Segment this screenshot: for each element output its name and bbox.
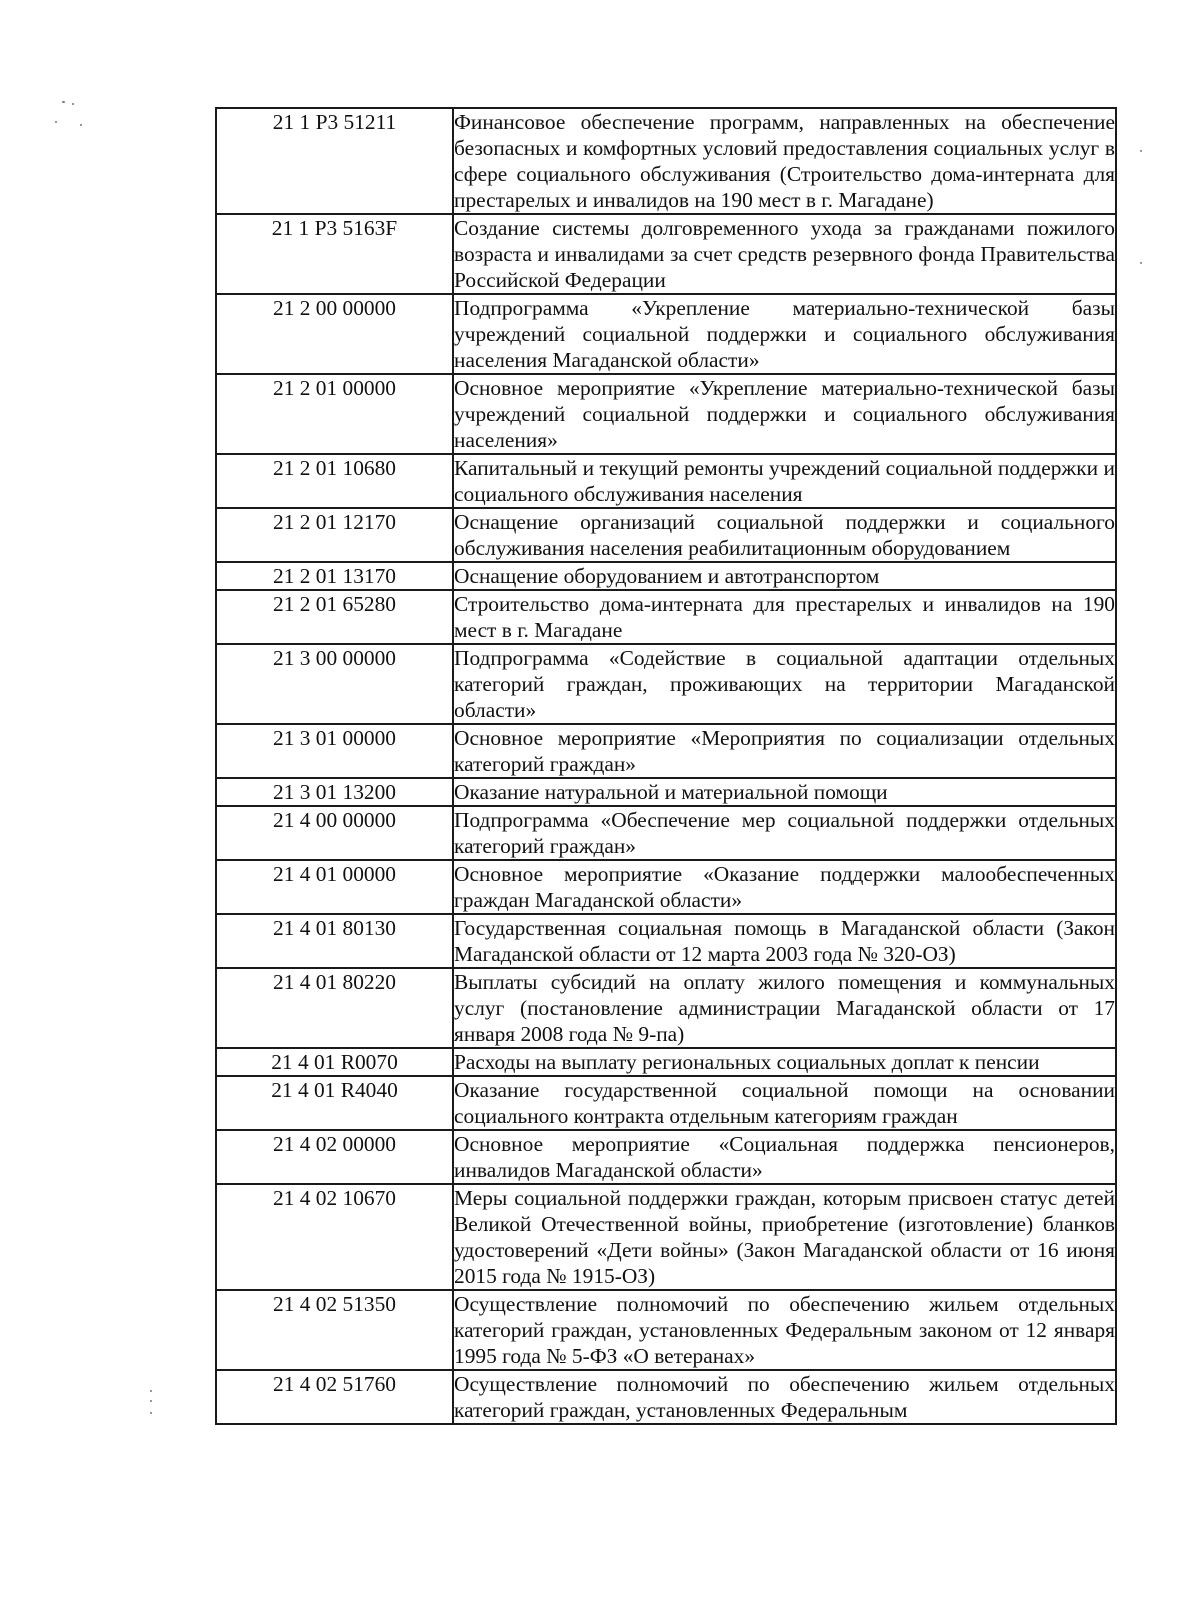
table-row <box>216 1130 1116 1184</box>
row-description: Подпрограмма «Содействие в социальной адаптации отдельных категорий граждан, проживающих на территории Магаданской области» <box>454 646 1115 722</box>
scan-speck <box>1140 150 1142 152</box>
table-row <box>216 1290 1116 1370</box>
table-row <box>216 860 1116 914</box>
row-description: Создание системы долговременного ухода за гражданами пожилого возраста и инвалидами за счет средств резервного фонда Правительства Российской Федерации <box>454 216 1115 292</box>
table-row <box>216 778 1116 806</box>
row-code: 21 2 01 00000 <box>216 374 453 454</box>
row-code: 21 4 00 00000 <box>216 806 453 860</box>
scan-speck <box>72 103 74 105</box>
table-row <box>216 108 1116 214</box>
row-code: 21 4 02 51760 <box>216 1370 453 1424</box>
table-body <box>216 108 1116 1424</box>
table-row <box>216 1076 1116 1130</box>
row-description: Меры социальной поддержки граждан, которым присвоен статус детей Великой Отечественной войны, приобретение (изготовление) бланков удостоверений «Дети войны» (Закон Магаданской области от 16 июня 2015 года № 1915-ОЗ) <box>454 1186 1115 1288</box>
row-description: Подпрограмма «Обеспечение мер социальной поддержки отдельных категорий граждан» <box>454 808 1115 858</box>
row-description: Государственная социальная помощь в Магаданской области (Закон Магаданской области от 12 марта 2003 года № 320-ОЗ) <box>454 916 1115 966</box>
row-code: 21 3 01 13200 <box>216 778 453 806</box>
row-description: Оснащение оборудованием и автотранспортом <box>453 562 1116 590</box>
scan-speck <box>62 101 65 103</box>
table-row <box>216 590 1116 644</box>
row-description: Финансовое обеспечение программ, направленных на обеспечение безопасных и комфортных условий предоставления социальных услуг в сфере социального обслуживания (Строительство дома-интерната для престарелых и инвалидов на 190 мест в г. Магадане) <box>454 110 1115 212</box>
row-description: Капитальный и текущий ремонты учреждений социальной поддержки и социального обслуживания населения <box>454 456 1115 506</box>
row-code: 21 4 01 R4040 <box>216 1076 453 1130</box>
table-row <box>216 1048 1116 1076</box>
row-description: Осуществление полномочий по обеспечению жильем отдельных категорий граждан, установленных Федеральным законом от 12 января 1995 года № 5-ФЗ «О ветеранах» <box>454 1292 1115 1368</box>
scan-speck <box>1140 262 1142 264</box>
row-description: Основное мероприятие «Социальная поддержка пенсионеров, инвалидов Магаданской области» <box>454 1132 1115 1182</box>
table-row <box>216 454 1116 508</box>
row-description: Строительство дома-интерната для престарелых и инвалидов на 190 мест в г. Магадане <box>454 592 1115 642</box>
table-row <box>216 968 1116 1048</box>
row-description: Расходы на выплату региональных социальных доплат к пенсии <box>453 1048 1116 1076</box>
row-description: Выплаты субсидий на оплату жилого помещения и коммунальных услуг (постановление администрации Магаданской области от 17 января 2008 года № 9-па) <box>454 970 1115 1046</box>
row-description: Осуществление полномочий по обеспечению жильем отдельных категорий граждан, установленных Федеральным <box>454 1372 1115 1422</box>
row-code: 21 1 P3 51211 <box>216 108 453 214</box>
row-code: 21 2 01 10680 <box>216 454 453 508</box>
row-description: Подпрограмма «Укрепление материально-технической базы учреждений социальной поддержки и социального обслуживания населения Магаданской области» <box>454 296 1115 372</box>
row-code: 21 4 01 80220 <box>216 968 453 1048</box>
row-code: 21 4 01 R0070 <box>216 1048 453 1076</box>
table-row <box>216 562 1116 590</box>
table-row <box>216 374 1116 454</box>
budget-codes-table <box>215 107 1117 1425</box>
scan-speck <box>150 1412 152 1414</box>
row-description: Основное мероприятие «Мероприятия по социализации отдельных категорий граждан» <box>454 726 1115 776</box>
row-code: 21 2 00 00000 <box>216 294 453 374</box>
row-description: Оснащение организаций социальной поддержки и социального обслуживания населения реабилитационным оборудованием <box>454 510 1115 560</box>
table-row <box>216 294 1116 374</box>
table-row <box>216 508 1116 562</box>
table-row <box>216 914 1116 968</box>
row-code: 21 4 02 00000 <box>216 1130 453 1184</box>
row-code: 21 4 02 10670 <box>216 1184 453 1290</box>
row-code: 21 4 01 80130 <box>216 914 453 968</box>
row-code: 21 1 P3 5163F <box>216 214 453 294</box>
scan-speck <box>150 1400 152 1402</box>
table-row <box>216 724 1116 778</box>
row-code: 21 3 01 00000 <box>216 724 453 778</box>
row-description: Основное мероприятие «Оказание поддержки малообеспеченных граждан Магаданской области» <box>454 862 1115 912</box>
row-description: Оказание государственной социальной помощи на основании социального контракта отдельным категориям граждан <box>454 1078 1115 1128</box>
row-code: 21 2 01 65280 <box>216 590 453 644</box>
table-row <box>216 806 1116 860</box>
row-code: 21 4 01 00000 <box>216 860 453 914</box>
scan-speck <box>80 124 82 126</box>
row-code: 21 4 02 51350 <box>216 1290 453 1370</box>
scan-speck <box>55 121 57 123</box>
table-row <box>216 214 1116 294</box>
row-code: 21 2 01 13170 <box>216 562 453 590</box>
row-code: 21 3 00 00000 <box>216 644 453 724</box>
row-code: 21 2 01 12170 <box>216 508 453 562</box>
table-row <box>216 644 1116 724</box>
row-description: Основное мероприятие «Укрепление материально-технической базы учреждений социальной поддержки и социального обслуживания населения» <box>454 376 1115 452</box>
table-row <box>216 1370 1116 1424</box>
row-description: Оказание натуральной и материальной помощи <box>453 778 1116 806</box>
table-row <box>216 1184 1116 1290</box>
scan-speck <box>150 1390 152 1392</box>
